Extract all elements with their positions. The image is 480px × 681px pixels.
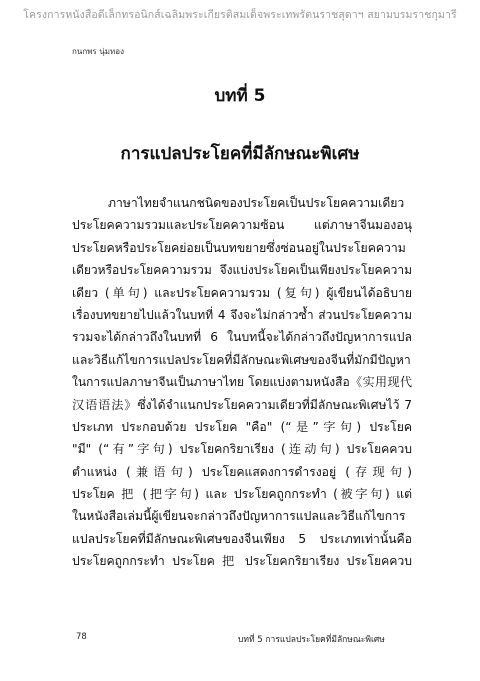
paragraph-line: ประโยคความรวมและประโยคความซ้อน แต่ภาษาจีนมองอนุ xyxy=(72,218,412,233)
chapter-title: การแปลประโยคที่มีลักษณะพิเศษ xyxy=(120,144,360,164)
paragraph-line: ภาษาไทยจำแนกชนิดของประโยคเป็นประโยคความเดียว xyxy=(108,196,405,210)
project-header: โครงการหนังสือดีเล็กทรอนิกส์เฉลิมพระเกียรติสมเด็จพระเทพรัตนราชสุดาฯ สยามบรมราชกุมารี xyxy=(23,9,457,21)
paragraph-line: "มี" (“有”字句) ประโยคกริยาเรียง (连动句) ประโยคควบ xyxy=(72,442,412,457)
page-number: 78 xyxy=(76,632,87,642)
paragraph-line: ในการแปลภาษาจีนเป็นภาษาไทย โดยแบ่งตามหนังสือ《实用现代 xyxy=(72,375,412,390)
paragraph-line: ประเภท ประกอบด้วย ประโยค "คือ" (“是”字句) ประโยค xyxy=(72,419,412,434)
paragraph-line: และวิธีแก้ไขการแปลประโยคที่มีลักษณะพิเศษของจีนที่มักมีปัญหา xyxy=(72,352,411,367)
paragraph-line: เรื่องบทขยายไปแล้วในบทที่ 4 จึงจะไม่กล่าวซ้ำ ส่วนประโยคความ xyxy=(72,307,412,322)
paragraph-line: 汉语语法》ซึ่งได้จำแนกประโยคความเดียวที่มีลักษณะพิเศษไว้ 7 xyxy=(72,397,412,412)
paragraph-line: ประโยคถูกกระทำ ประโยค 把 ประโยคกริยาเรียง ประโยคควบ xyxy=(72,554,412,569)
paragraph-line: ประโยคหรือประโยคย่อยเป็นบทขยายซึ่งซ่อนอยู่ในประโยคความ xyxy=(72,240,406,255)
paragraph-line: ในหนังสือเล่มนี้ผู้เขียนจะกล่าวถึงปัญหาการแปลและวิธีแก้ไขการ xyxy=(72,509,406,524)
paragraph-line: แปลประโยคที่มีลักษณะพิเศษของจีนเพียง 5 ประเภทเท่านั้นคือ xyxy=(72,531,412,546)
paragraph-line: เดียว (单句) และประโยคความรวม (复句) ผู้เขียนได้อธิบาย xyxy=(72,285,412,300)
author-name: กนกพร นุ่มทอง xyxy=(72,47,124,56)
paragraph-line: รวมจะได้กล่าวถึงในบทที่ 6 ในบทนี้จะได้กล่าวถึงปัญหาการแปล xyxy=(72,330,412,345)
paragraph-line: ประโยค 把 (把字句) และ ประโยคถูกกระทำ (被字句) แต่ xyxy=(72,487,412,502)
running-title: บทที่ 5 การแปลประโยคที่มีลักษณะพิเศษ xyxy=(238,635,385,645)
paragraph-line: ตำแหน่ง (兼语句) ประโยคแสดงการดำรงอยู่ (存现句) xyxy=(72,464,412,479)
body-paragraph xyxy=(72,192,412,573)
chapter-heading: บทที่ 5 xyxy=(214,86,266,106)
paragraph-line: เดียวหรือประโยคความรวม จึงแบ่งประโยคเป็นเพียงประโยคความ xyxy=(72,263,412,278)
